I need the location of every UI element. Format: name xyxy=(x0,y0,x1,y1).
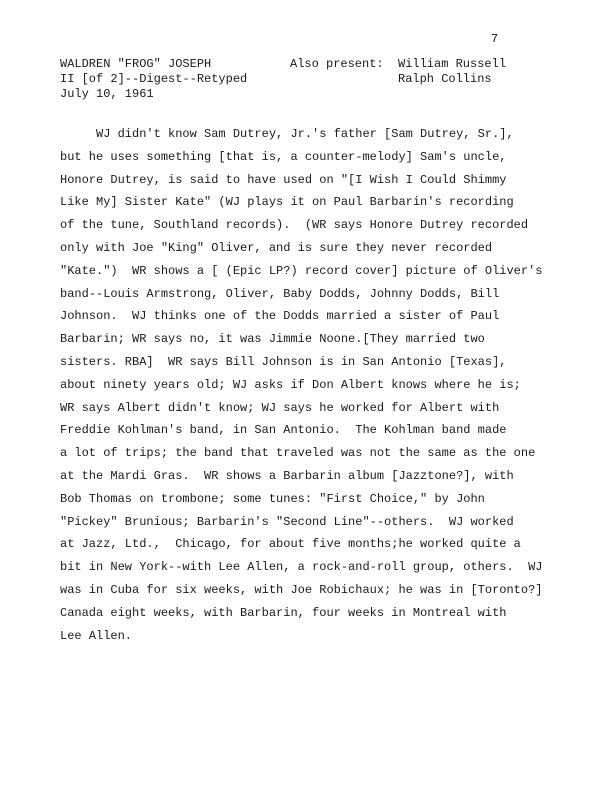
also-present-label: Also present: xyxy=(290,57,384,71)
session-info: II [of 2]--Digest--Retyped xyxy=(60,72,248,86)
interview-header xyxy=(60,57,247,102)
body-line: at Jazz, Ltd., Chicago, for about five months;he worked quite a xyxy=(60,537,521,552)
interview-date: July 10, 1961 xyxy=(60,87,154,101)
body-line: WJ didn't know Sam Dutrey, Jr.'s father [Sam Dutrey, Sr.], xyxy=(60,127,514,141)
interviewee-name: WALDREN "FROG" JOSEPH xyxy=(60,57,212,71)
page-number: 7 xyxy=(491,32,499,46)
body-line: of the tune, Southland records). (WR says Honore Dutrey recorded xyxy=(60,218,529,233)
body-line: Like My] Sister Kate" (WJ plays it on Paul Barbarin's recording xyxy=(60,195,514,210)
body-line: a lot of trips; the band that traveled was not the same as the one xyxy=(60,446,536,461)
body-line: about ninety years old; WJ asks if Don Albert knows where he is; xyxy=(60,377,521,392)
body-line: bit in New York--with Lee Allen, a rock-and-roll group, others. WJ xyxy=(60,560,543,575)
body-line: band--Louis Armstrong, Oliver, Baby Dodds, Johnny Dodds, Bill xyxy=(60,286,500,301)
body-line: Honore Dutrey, is said to have used on "[I Wish I Could Shimmy xyxy=(60,172,507,187)
present-name: Ralph Collins xyxy=(398,72,492,86)
body-line: WR says Albert didn't know; WJ says he worked for Albert with xyxy=(60,400,500,415)
body-line: only with Joe "King" Oliver, and is sure they never recorded xyxy=(60,240,493,255)
body-line: "Pickey" Brunious; Barbarin's "Second Line"--others. WJ worked xyxy=(60,514,514,529)
present-name: William Russell xyxy=(398,57,507,71)
body-line: Canada eight weeks, with Barbarin, four weeks in Montreal with xyxy=(60,605,507,620)
also-present-names xyxy=(398,57,506,87)
body-line: Freddie Kohlman's band, in San Antonio. The Kohlman band made xyxy=(60,423,507,438)
body-line: Lee Allen. xyxy=(60,628,133,643)
body-line: sisters. RBA] WR says Bill Johnson is in San Antonio [Texas], xyxy=(60,354,507,369)
body-line: Johnson. WJ thinks one of the Dodds married a sister of Paul xyxy=(60,309,500,324)
body-line: Bob Thomas on trombone; some tunes: "First Choice," by John xyxy=(60,491,485,506)
body-line: was in Cuba for six weeks, with Joe Robichaux; he was in [Toronto?] xyxy=(60,582,543,597)
body-line: "Kate.") WR shows a [ (Epic LP?) record cover] picture of Oliver's xyxy=(60,263,543,278)
body-line: Barbarin; WR says no, it was Jimmie Noone.[They married two xyxy=(60,332,485,347)
body-line: at the Mardi Gras. WR shows a Barbarin album [Jazztone?], with xyxy=(60,468,514,483)
body-line: but he uses something [that is, a counter-melody] Sam's uncle, xyxy=(60,149,507,164)
transcript-body xyxy=(60,123,560,647)
